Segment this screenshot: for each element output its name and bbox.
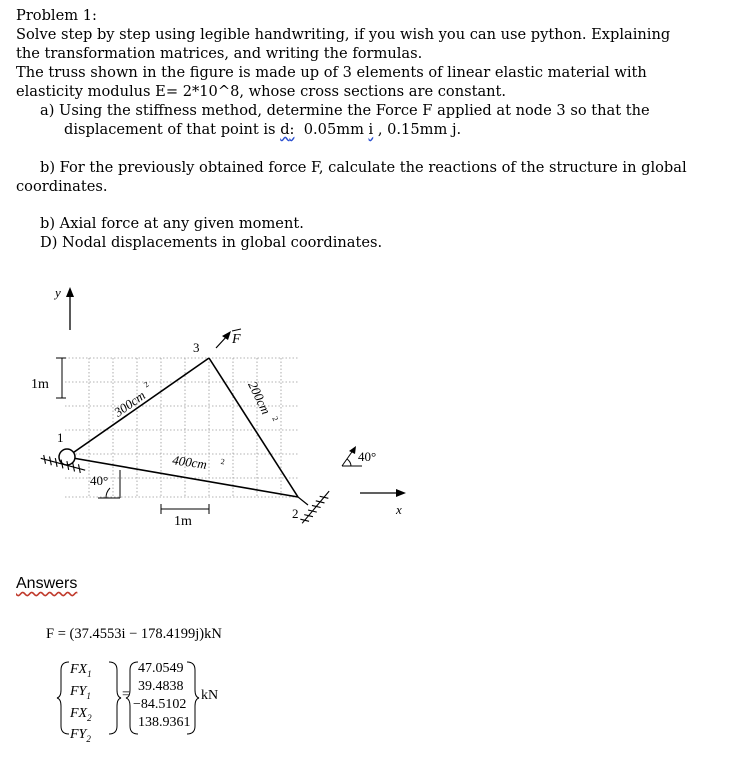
reaction-value-fx1: 47.0549 (138, 661, 184, 676)
reaction-value-fy1: 39.4838 (138, 679, 184, 694)
reaction-value-column (133, 660, 191, 732)
force-result: F = (37.4553i − 178.4199j)kN (46, 626, 222, 642)
unit-vector-i: i (368, 121, 374, 138)
node-2-label: 2 (292, 506, 299, 521)
question-a-end: . (456, 121, 462, 138)
left-brace-open (57, 662, 69, 734)
area-13-sup: 2 (142, 379, 151, 390)
truss-figure (0, 275, 736, 575)
answers-title: Answers (16, 575, 78, 592)
x-axis-label: x (396, 502, 402, 517)
area-label-member-2-3 (245, 378, 280, 426)
area-23-text: 200cm (245, 378, 274, 417)
reaction-label-fy2: $FY_2$ (70, 727, 91, 745)
problem-title: Problem 1: (16, 7, 97, 24)
area-23-sup: 2 (270, 414, 281, 423)
dimension-horizontal-label: 1m (174, 514, 192, 529)
intro-line-1: Solve step by step using legible handwriting, if you wish you can use python. Explaining (16, 26, 671, 43)
reaction-label-column (70, 661, 92, 748)
displacement-colon: : (289, 121, 295, 138)
reaction-value-fy2: 138.9361 (138, 715, 191, 730)
question-b1-line-1: b) For the previously obtained force F, calculate the reactions of the structure in global (40, 159, 687, 176)
intro-line-2: the transformation matrices, and writing the formulas. (16, 45, 423, 62)
y-axis-label: y (55, 285, 61, 300)
support-2-ground-hatch-icon (299, 489, 332, 526)
area-12-text: 400cm (171, 452, 208, 472)
truss-line-2: elasticity modulus E= 2*10^8, whose cross sections are constant. (16, 83, 507, 100)
area-12-sup: 2 (220, 456, 226, 467)
displacement-vector-d: d (280, 121, 290, 138)
force-arrowhead-icon (222, 331, 231, 340)
reaction-label-fx2: $FX_2$ (70, 705, 92, 723)
node-1-label: 1 (57, 430, 64, 445)
unit-vector-j: j (451, 121, 457, 138)
question-a-line-1: a) Using the stiffness method, determine the Force F applied at node 3 so that the (40, 102, 650, 119)
reaction-unit: kN (201, 688, 219, 703)
reaction-label-fy1: $FY_1$ (70, 683, 91, 701)
left-brace-close (109, 662, 121, 734)
question-a-prefix: displacement of that point is (64, 121, 281, 138)
displacement-mid: , 0.15mm (373, 121, 452, 138)
reaction-label-fx1: $FX_1$ (70, 662, 92, 679)
reaction-value-fx2: −84.5102 (133, 697, 187, 712)
force-angle-label: 40° (358, 449, 377, 464)
x-axis-arrowhead-icon (396, 489, 406, 497)
question-b2: b) Axial force at any given moment. (40, 215, 304, 232)
node-3-label: 3 (193, 340, 200, 355)
truss-line-1: The truss shown in the figure is made up of 3 elements of linear elastic material with (16, 64, 647, 81)
area-13-text: 300cm (111, 387, 149, 420)
equals-sign: = (122, 687, 130, 702)
reaction-matrix (56, 660, 226, 745)
force-label: F (232, 332, 241, 347)
member-2-3 (209, 358, 298, 497)
y-axis-arrowhead-icon (66, 287, 74, 297)
question-a-line-2 (64, 120, 461, 139)
member-1-3 (67, 358, 209, 457)
vertical-dimension (56, 358, 66, 398)
dimension-vertical-label: 1m (31, 377, 49, 392)
force-vector-bar (232, 329, 241, 331)
question-b1-line-2: coordinates. (16, 178, 108, 195)
question-d: D) Nodal displacements in global coordinates. (40, 234, 383, 251)
displacement-x: 0.05mm (303, 121, 369, 138)
support-1-angle-label: 40° (90, 473, 109, 488)
force-angle-arrowhead-icon (349, 446, 356, 454)
horizontal-dimension (161, 504, 209, 514)
support-2-roller-line (298, 497, 308, 505)
